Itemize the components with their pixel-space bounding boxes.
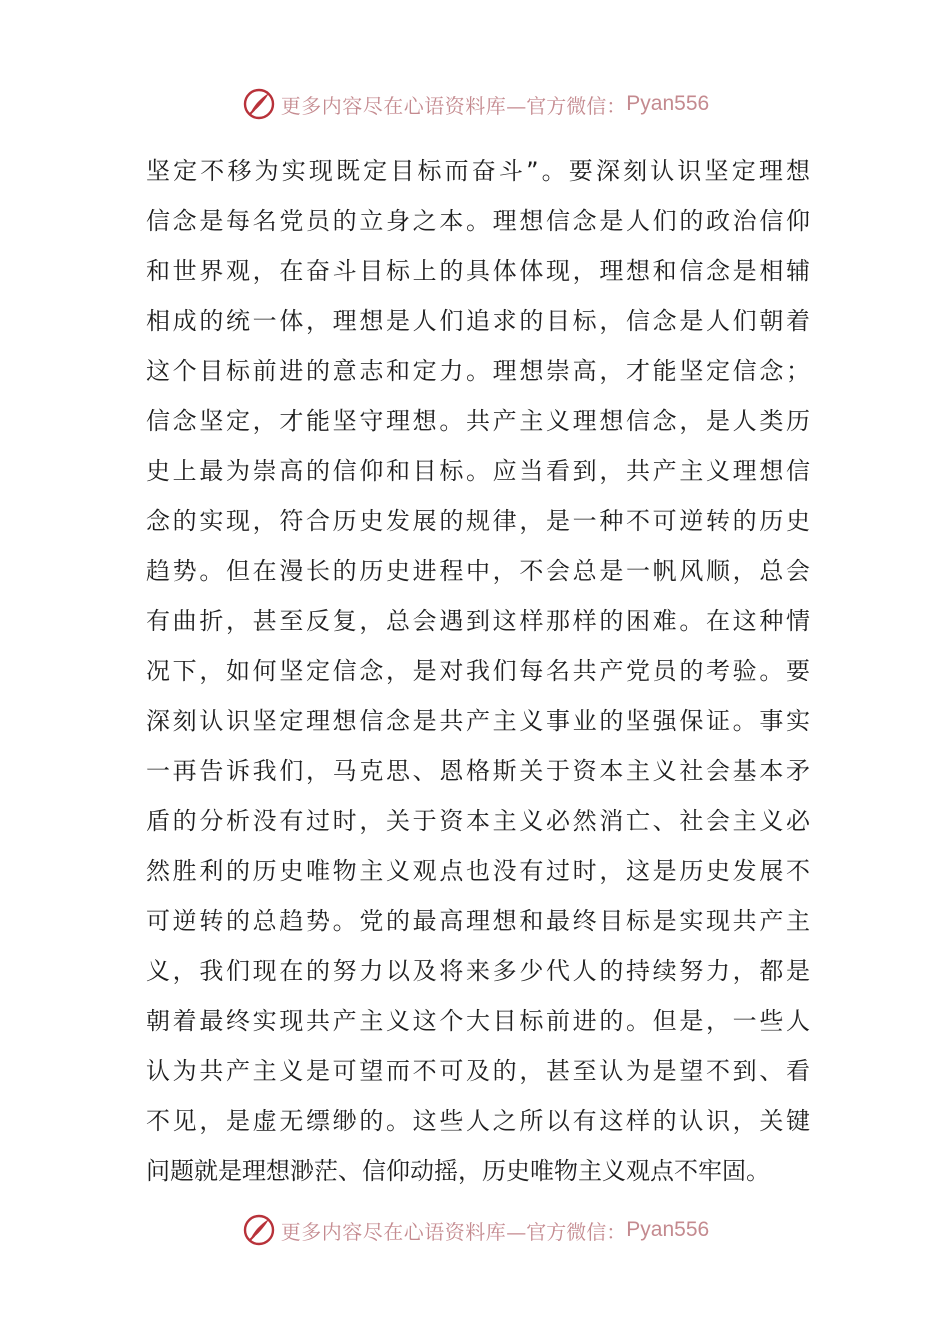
text-line: 史上最为崇高的信仰和目标。应当看到，共产主义理想信: [146, 457, 810, 485]
footer-banner: [0, 1210, 950, 1250]
quill-pen-logo-icon: [241, 1212, 277, 1248]
text-line: 信念坚定，才能坚守理想。共产主义理想信念，是人类历: [146, 407, 810, 435]
text-line: 然胜利的历史唯物主义观点也没有过时，这是历史发展不: [146, 857, 810, 885]
text-line: 坚定不移为实现既定目标而奋斗”。要深刻认识坚定理想: [146, 157, 810, 185]
header-banner: [0, 84, 950, 124]
text-line: 趋势。但在漫长的历史进程中，不会总是一帆风顺，总会: [146, 557, 810, 585]
text-line: 深刻认识坚定理想信念是共产主义事业的坚强保证。事实: [146, 707, 810, 735]
text-line: 相成的统一体，理想是人们追求的目标，信念是人们朝着: [146, 307, 810, 335]
header-brand-text: 更多内容尽在心语资料库: [280, 93, 507, 118]
text-line-last: 问题就是理想渺茫、信仰动摇，历史唯物主义观点不牢固。: [146, 1157, 770, 1185]
text-line: 况下，如何坚定信念，是对我们每名共产党员的考验。要: [146, 657, 810, 685]
text-line: 和世界观，在奋斗目标上的具体体现，理想和信念是相辅: [146, 257, 810, 285]
text-line: 可逆转的总趋势。党的最高理想和最终目标是实现共产主: [146, 907, 810, 935]
footer-brand-text: 更多内容尽在心语资料库: [280, 1219, 507, 1244]
text-line: 义，我们现在的努力以及将来多少代人的持续努力，都是: [146, 957, 810, 985]
document-body: [146, 146, 810, 1196]
text-line: 认为共产主义是可望而不可及的，甚至认为是望不到、看: [146, 1057, 810, 1085]
text-line: 念的实现，符合历史发展的规律，是一种不可逆转的历史: [146, 507, 810, 535]
text-line: 有曲折，甚至反复，总会遇到这样那样的困难。在这种情: [146, 607, 810, 635]
footer-wechat-id: Pyan556: [626, 1218, 710, 1241]
text-line: 不见，是虚无缥缈的。这些人之所以有这样的认识，关键: [146, 1107, 810, 1135]
text-line: 朝着最终实现共产主义这个大目标前进的。但是，一些人: [146, 1007, 810, 1035]
header-wechat-id: Pyan556: [626, 92, 710, 115]
text-line: 这个目标前进的意志和定力。理想崇高，才能坚定信念；: [146, 357, 810, 385]
text-line: 盾的分析没有过时，关于资本主义必然消亡、社会主义必: [146, 807, 810, 835]
text-line: 信念是每名党员的立身之本。理想信念是人们的政治信仰: [146, 207, 810, 235]
footer-wechat-label: —官方微信：: [506, 1219, 627, 1244]
quill-pen-logo-icon: [241, 86, 277, 122]
header-wechat-label: —官方微信：: [506, 93, 627, 118]
text-line: 一再告诉我们，马克思、恩格斯关于资本主义社会基本矛: [146, 757, 810, 785]
